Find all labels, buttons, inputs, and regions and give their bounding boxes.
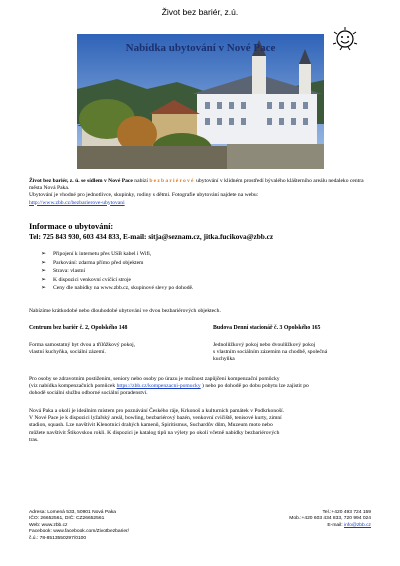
intro-brand-word: bezbariérové <box>149 178 195 184</box>
accommodation-link[interactable]: http://www.zbb.cz/bezbarierove-ubytovani <box>29 199 125 206</box>
arrow-bullet-icon: ➢ <box>41 251 47 257</box>
list-item: ➢ Parkování: zdarma přímo před objektem <box>41 259 144 266</box>
building-photo-icon <box>77 34 324 169</box>
arrow-bullet-icon: ➢ <box>41 285 47 292</box>
footer-contact-block: Tel.:+420 493 724 159 Mob.:+420 603 434 833, 720 994 024 E-mail: info@zbb.cz <box>289 510 371 528</box>
intro-text-3: Ubytování je vhodné pro jednotlivce, skupinky, rodiny s dětmi. Fotografie ubytování najdete na webu: <box>29 192 259 199</box>
photo-title: Nabídka ubytování v Nové Pace <box>125 42 276 54</box>
feature-list <box>41 250 371 293</box>
building-2-heading: Budova Denní stacionář č. 3 Opolského 165 <box>213 325 321 331</box>
organization-title: Život bez bariér, z.ú. <box>161 7 239 17</box>
assistive-aids-paragraph: Pro osoby se zdravotním postižením, seniory nebo osoby po úrazu je možnost zapůjčení kompenzační pomůcky (viz nabídka kompenzačních pomůcek https://zbb.cz/kompenzacni-pomucky ) nebo po dohodě po dobu pobytu lze zajistit po dohodě sociální službu odborné sociální poradenství. <box>29 376 309 397</box>
list-item: ➢ Ceny dle nabídky na www.zbb.cz, skupinové slevy po dohodě. <box>41 285 194 292</box>
contact-heading: Informace o ubytování: <box>29 222 114 231</box>
smiling-face-logo-icon <box>330 26 360 52</box>
intro-text-2: ubytování v klidném prostředí bývalého klášterního areálu nedaleko centra města Nová Paka. <box>29 178 364 192</box>
intro-text-1: nabízí <box>132 178 150 184</box>
building-2-description: Jednolůžkový pokoj nebo dvoulůžkový pokoj s vlastním sociálním zázemím na chodbě, společná kuchyňka <box>213 342 328 363</box>
building-1-description: Forma samostatný byt dvou a třílůžkový pokoj, vlastní kuchyňka, sociální zázemí. <box>29 342 136 356</box>
contact-line: Tel: 725 843 930, 603 434 833, E-mail: sitja@seznam.cz, jitka.fucikova@zbb.cz <box>29 232 274 241</box>
building-photo <box>77 34 324 169</box>
list-item: ➢ K dispozici venkovní cvičící stroje <box>41 276 131 283</box>
list-item: ➢ Strava: vlastní <box>41 268 86 275</box>
intro-organization: Život bez bariér, z. ú. se sídlem v Nové Pace <box>29 178 133 184</box>
footer-address-block: Adresa: Lomená 533, 50901 Nová Paka IČO: 26652561, DIČ: CZ26652561 Web: www.zbb.cz Facebook: www.facebook.com/Zivotbezbarier/ č.ú.: 78-8513550297/0100 <box>29 510 130 541</box>
aids-link[interactable]: https://zbb.cz/kompenzacni-pomucky <box>116 383 201 390</box>
list-item: ➢ Připojení k internetu přes USB kabel i Wifi, <box>41 251 152 257</box>
offer-line: Nabízíme krátkodobé nebo dlouhodobé ubytování ve dvou bezbariérových objektech. <box>29 308 221 314</box>
region-paragraph: Nová Paka a okolí je ideálním místem pro poznávání Českého ráje, Krkonoš a kulturních památek v Podkrkonoší. V Nové Pace je k dispozici lyžařský areál, bowling, bezbariérový bazén, venkovní cvičiště, tenisové kurty, zimní stadion, squash. Lze navštívit Klenotnici drahých kamenů, Spiritismus, Suchardův dům, Muzeum moto nebo můžete navštívit Štikovskou rokli. K dispozici je katalog tipů na výlety po okolí včetně nabídky bezbariérových tras. <box>29 408 285 443</box>
footer-email-link[interactable]: info@zbb.cz <box>344 522 371 528</box>
arrow-bullet-icon: ➢ <box>41 276 47 283</box>
building-1-heading: Centrum bez bariér č. 2, Opolského 148 <box>29 325 128 331</box>
intro-paragraph <box>29 178 374 207</box>
arrow-bullet-icon: ➢ <box>41 259 47 266</box>
arrow-bullet-icon: ➢ <box>41 268 47 275</box>
